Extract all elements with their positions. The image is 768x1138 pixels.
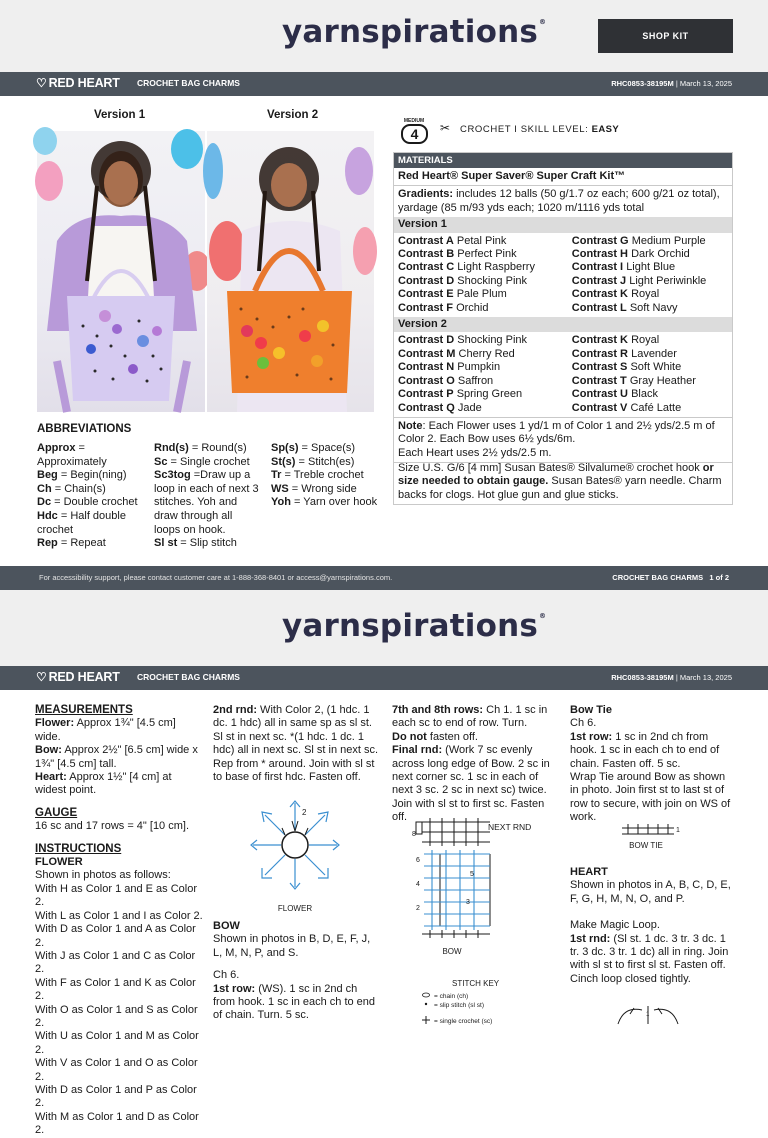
- bow-heading: BOW: [213, 920, 240, 932]
- version1-photo: [37, 131, 205, 412]
- page1-header: [0, 0, 768, 72]
- red-heart-logo-page2: ♡ RED HEART: [36, 670, 120, 684]
- bow-diagram: [410, 814, 550, 959]
- svg-text:= chain (ch): = chain (ch): [434, 993, 469, 1000]
- yarn-weight-badge: MEDIUM 4: [396, 118, 432, 144]
- heart-icon: ♡: [36, 76, 47, 90]
- page2-column1: MEASUREMENTS Flower: Approx 1¾" [4.5 cm] wide. Bow: Approx 2½" [6.5 cm] wide x 1¾" [4.5 cm] tall. Heart: Approx 1½" [4 cm] at widest point. GAUGE 16 sc and 17 rows = 4" [10 cm]. INSTRUCTIONS FLOWER Shown in photos as follows: With H as Color 1 and E as Color 2. With L as Color 1 and I as Color 2. With D as Color 1 and A as Color 2. With J as Color 1 and C as Color 2. With F as Color 1 and K as Color 2. With O as Color 1 and S as Color 2. With U as Color 1 and M as Color 2. With V as Color 1 and O as Color 2. With D as Color 1 and P as Color 2. With M as Color 1 and D as Color 2.: [35, 704, 203, 1137]
- page2-column4: Bow Tie Ch 6. 1st row: 1 sc in 2nd ch from hook. 1 sc in each ch to end of chain. Fasten off. 5 sc. Wrap Tie around Bow as shown in photo. Join first st to last st of row to secure, with join on WS of work.: [570, 704, 736, 825]
- pattern-code-page2: RHC0853-38195M | March 13, 2025: [611, 673, 732, 682]
- page-indicator: CROCHET BAG CHARMS 1 of 2: [612, 573, 729, 582]
- svg-text:4: 4: [416, 881, 420, 888]
- yardage-note: Note: Each Flower uses 1 yd/1 m of Color 1 and 2½ yds/2.5 m of Color 2. Each Bow uses 6½ yds/6m. Each Heart uses 2½ yds/2.5 m.: [393, 417, 733, 463]
- tools-note: Size U.S. G/6 [4 mm] Susan Bates® Silvalume® crochet hook or size needed to obtain gauge. Susan Bates® yarn needle. Charm backs for clogs. Hot glue gun and glue sticks.: [393, 460, 733, 505]
- bow-tie-heading: Bow Tie: [570, 704, 612, 716]
- version2-label: Version 2: [267, 109, 319, 121]
- svg-text:= single crochet (sc): = single crochet (sc): [434, 1018, 493, 1025]
- page1-title-bar: [0, 72, 768, 96]
- pattern-title-page2: CROCHET BAG CHARMS: [137, 672, 240, 682]
- heart-heading: HEART: [570, 866, 608, 878]
- svg-text:1: 1: [676, 827, 680, 834]
- svg-text:2: 2: [302, 808, 307, 817]
- stitch-key-title: STITCH KEY: [452, 979, 500, 988]
- bow-tie-diagram: [618, 820, 688, 852]
- version1-subheading: Version 1: [394, 217, 732, 232]
- svg-text:= slip stitch (sl st): = slip stitch (sl st): [434, 1002, 485, 1009]
- abbreviations-col3: Sp(s) = Space(s) St(s) = Stitch(es) Tr = Treble crochet WS = Wrong side Yoh = Yarn over hook: [271, 442, 378, 509]
- svg-text:5: 5: [470, 871, 474, 878]
- svg-text:1: 1: [646, 1012, 650, 1018]
- skill-meta: MEDIUM 4 ✂ CROCHET I SKILL LEVEL: EASY: [396, 118, 736, 144]
- version2-photo: [207, 131, 374, 412]
- crochet-hook-icon: ✂: [440, 121, 451, 135]
- bow-section: BOW Shown in photos in B, D, E, F, J, L, M, N, P, and S. Ch 6. 1st row: (WS). 1 sc in 2nd ch from hook. 1 sc in each ch to end of chain. Turn. 5 sc.: [213, 920, 380, 1023]
- page2-title-bar: [0, 666, 768, 690]
- version2-subheading: Version 2: [394, 317, 732, 332]
- red-heart-logo: ♡ RED HEART: [36, 76, 120, 90]
- yarnspirations-logo[interactable]: yarnspirations®: [282, 14, 547, 50]
- svg-text:8: 8: [412, 831, 416, 838]
- svg-text:6: 6: [416, 857, 420, 864]
- version2-colors: Contrast D Shocking Pink Contrast M Cherry Red Contrast N Pumpkin Contrast O Saffron Contrast P Spring Green Contrast Q Jade Contrast K Royal Contrast R Lavender Contrast S Soft White Contrast T Gray Heather Contrast U Black Contrast V Café Latte: [398, 334, 696, 414]
- heart-section: HEART Shown in photos in A, B, C, D, E, F, G, H, M, N, O, and P. Make Magic Loop. 1st rnd: (Sl st. 1 dc. 3 tr. 3 dc. 1 tr. 3 dc. 3 tr. 1 dc) all in ring. Join with sl st to first sl st. Fasten off. Cinch loop closed tightly.: [570, 866, 736, 986]
- abbreviations-col2: Rnd(s) = Round(s) Sc = Single crochet Sc3tog =Draw up a loop in each of next 3 stitches. Yoh and draw through all loops on hook. Sl st = Slip stitch: [154, 442, 259, 550]
- pattern-code: RHC0853-38195M | March 13, 2025: [611, 79, 732, 88]
- svg-text:3: 3: [466, 899, 470, 906]
- abbreviations-heading: ABBREVIATIONS: [37, 423, 132, 435]
- page1-footer: [0, 566, 768, 590]
- shop-kit-button[interactable]: SHOP KIT: [598, 19, 733, 53]
- materials-heading: MATERIALS: [394, 153, 732, 168]
- heart-diagram: [608, 1000, 688, 1024]
- flower-heading: FLOWER: [35, 856, 83, 869]
- yarnspirations-logo-page2[interactable]: yarnspirations®: [282, 608, 547, 644]
- svg-text:2: 2: [416, 905, 420, 912]
- materials-box: MATERIALS Red Heart® Super Saver® Super Craft Kit™ Gradients: includes 12 balls (50 g/1.7 oz each; 600 g/21 oz total), yardage (85 m/93 yds each; 1020 m/1116 yds total Version 1 Contrast A Petal Pink Contrast B Perfect Pink Contrast C Light Raspberry Contrast D Shocking Pink Contrast E Pale Plum Contrast F Orchid Contrast G Medium Purple Contrast H Dark Orchid Contrast I Light Blue Contrast J Light Periwinkle Contrast K Royal Contrast L Soft Navy Version 2 Contrast D Shocking Pink Contrast M Cherry Red Contrast N Pumpkin Contrast O Saffron Contrast P Spring Green Contrast Q Jade Contrast K Royal Contrast R Lavender Contrast S Soft White Contrast T Gray Heather Contrast U Black Contrast V Café Latte: [393, 152, 733, 418]
- abbreviations-col1: Approx = Approximately Beg = Begin(ning) Ch = Chain(s) Dc = Double crochet Hdc = Half double crochet Rep = Repeat: [37, 442, 138, 550]
- gauge-heading: GAUGE: [35, 806, 78, 819]
- pattern-title: CROCHET BAG CHARMS: [137, 78, 240, 88]
- flower-diagram-label: FLOWER: [277, 904, 313, 913]
- instructions-heading: INSTRUCTIONS: [35, 842, 122, 855]
- version1-colors: Contrast A Petal Pink Contrast B Perfect Pink Contrast C Light Raspberry Contrast D Shocking Pink Contrast E Pale Plum Contrast F Orchid Contrast G Medium Purple Contrast H Dark Orchid Contrast I Light Blue Contrast J Light Periwinkle Contrast K Royal Contrast L Soft Navy: [398, 234, 707, 314]
- kit-name: Red Heart® Super Saver® Super Craft Kit™: [398, 170, 626, 182]
- stitch-key: [412, 972, 552, 1024]
- heart-icon: ♡: [36, 670, 47, 684]
- accessibility-note: For accessibility support, please contact customer care at 1-888-368-8401 or access@yarnspirations.com.: [39, 573, 393, 582]
- flower-diagram: [240, 793, 350, 915]
- page2-header: [0, 590, 768, 666]
- measurements-heading: MEASUREMENTS: [35, 704, 133, 716]
- bow-diagram-label: BOW: [442, 947, 462, 956]
- next-rnd-label: NEXT RND: [488, 822, 532, 832]
- page2-column2: 2nd rnd: With Color 2, (1 hdc. 1 dc. 1 hdc) all in same sp as sl st. Sl st in next sc. *(1 hdc. 1 dc. 1 hdc) all in next sc. Sl st in next sc. Rep from * around. Join with sl st to base of first hdc. Fasten off.: [213, 704, 379, 784]
- bow-tie-diagram-label: BOW TIE: [629, 841, 663, 850]
- page2-column3: 7th and 8th rows: Ch 1. 1 sc in each sc to end of row. Turn. Do not fasten off. Final rnd: (Work 7 sc evenly across long edge of Bow. 2 sc in next corner sc. 1 sc in each of next 3 sc. 2 sc in next sc) twice. Join with sl st to first sc. Fasten off.: [392, 704, 550, 824]
- version1-label: Version 1: [94, 109, 146, 121]
